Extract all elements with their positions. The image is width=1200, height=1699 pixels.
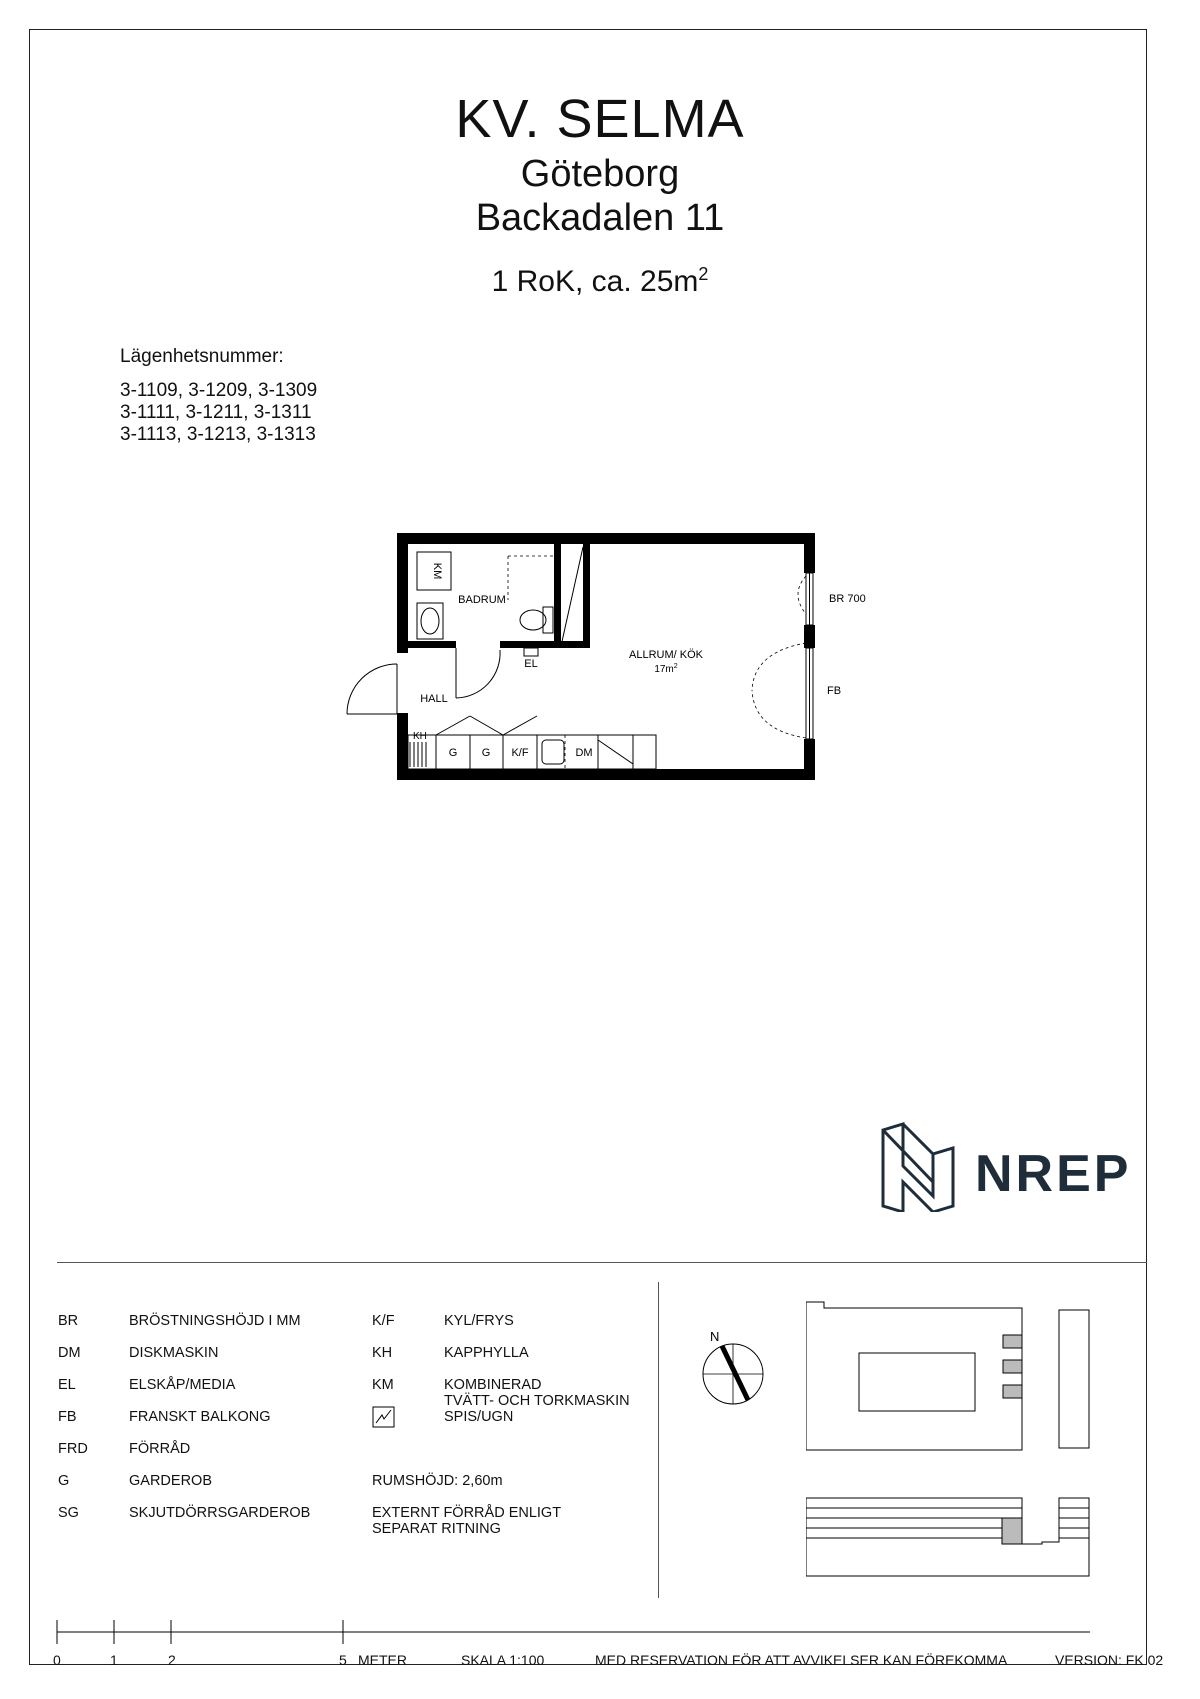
scale-unit: METER (358, 1652, 407, 1668)
nrep-logo (875, 1122, 1155, 1212)
city-name: Göteborg (520, 153, 680, 195)
room-height: RUMSHÖJD: 2,60m (372, 1473, 503, 1489)
room-label-badrum: BADRUM (458, 594, 506, 606)
el-label: EL (524, 658, 538, 670)
outer-walls (397, 533, 815, 780)
scale-bar (56, 1618, 1136, 1648)
kylfrys-label: K/F (511, 747, 529, 759)
apartment-type: 1 RoK, ca. $25m^2$ (491, 264, 709, 298)
version: VERSION: FK 02 (1055, 1652, 1164, 1668)
room-label-hall: HALL (420, 693, 448, 705)
apartment-numbers-row: 3-1111, 3-1211, 3-1311 (120, 402, 312, 423)
divider-vertical (658, 1282, 659, 1598)
dm-label: DM (575, 747, 593, 759)
stove-icon (372, 1406, 396, 1428)
room-area-allrum: $17m^2$ (654, 663, 678, 675)
disclaimer: MED RESERVATION FÖR ATT AVVIKELSER KAN FÖREKOMMA (595, 1652, 1008, 1668)
project-title: KV. SELMA (455, 89, 745, 149)
divider (57, 1262, 1147, 1263)
garderob-label-1: G (448, 747, 458, 759)
scale-tick-2: 2 (168, 1652, 176, 1668)
scale-tick-1: 1 (110, 1652, 118, 1668)
nrep-logo-text: NREP (975, 1145, 1132, 1203)
site-plan (806, 1300, 1106, 1590)
storage-note: EXTERNT FÖRRÅD ENLIGT (372, 1505, 562, 1521)
floor-plan (330, 520, 870, 790)
scale-tick-5: 5 (339, 1652, 347, 1668)
storage-note: SEPARAT RITNING (372, 1521, 501, 1537)
garderob-label-2: G (481, 747, 491, 759)
br-label: BR 700 (829, 593, 866, 605)
compass (698, 1330, 768, 1410)
apartment-numbers-row: 3-1109, 3-1209, 3-1309 (120, 380, 318, 401)
fb-label: FB (827, 685, 842, 697)
north-arrow-icon (722, 1346, 748, 1400)
apartment-numbers-label: Lägenhetsnummer: (120, 346, 284, 367)
scale-text: SKALA 1:100 (461, 1652, 545, 1668)
street-address: Backadalen 11 (475, 197, 725, 239)
nrep-logo-mark (883, 1124, 953, 1212)
apartment-numbers-row: 3-1113, 3-1213, 3-1313 (120, 424, 316, 445)
kh-label: KH (413, 731, 427, 742)
km-label: KM (431, 562, 443, 580)
scale-tick-0: 0 (53, 1652, 61, 1668)
room-label-allrum: ALLRUM/ KÖK (629, 649, 703, 661)
apartment-numbers-list (120, 380, 317, 446)
compass-north-label: N (710, 1330, 720, 1344)
